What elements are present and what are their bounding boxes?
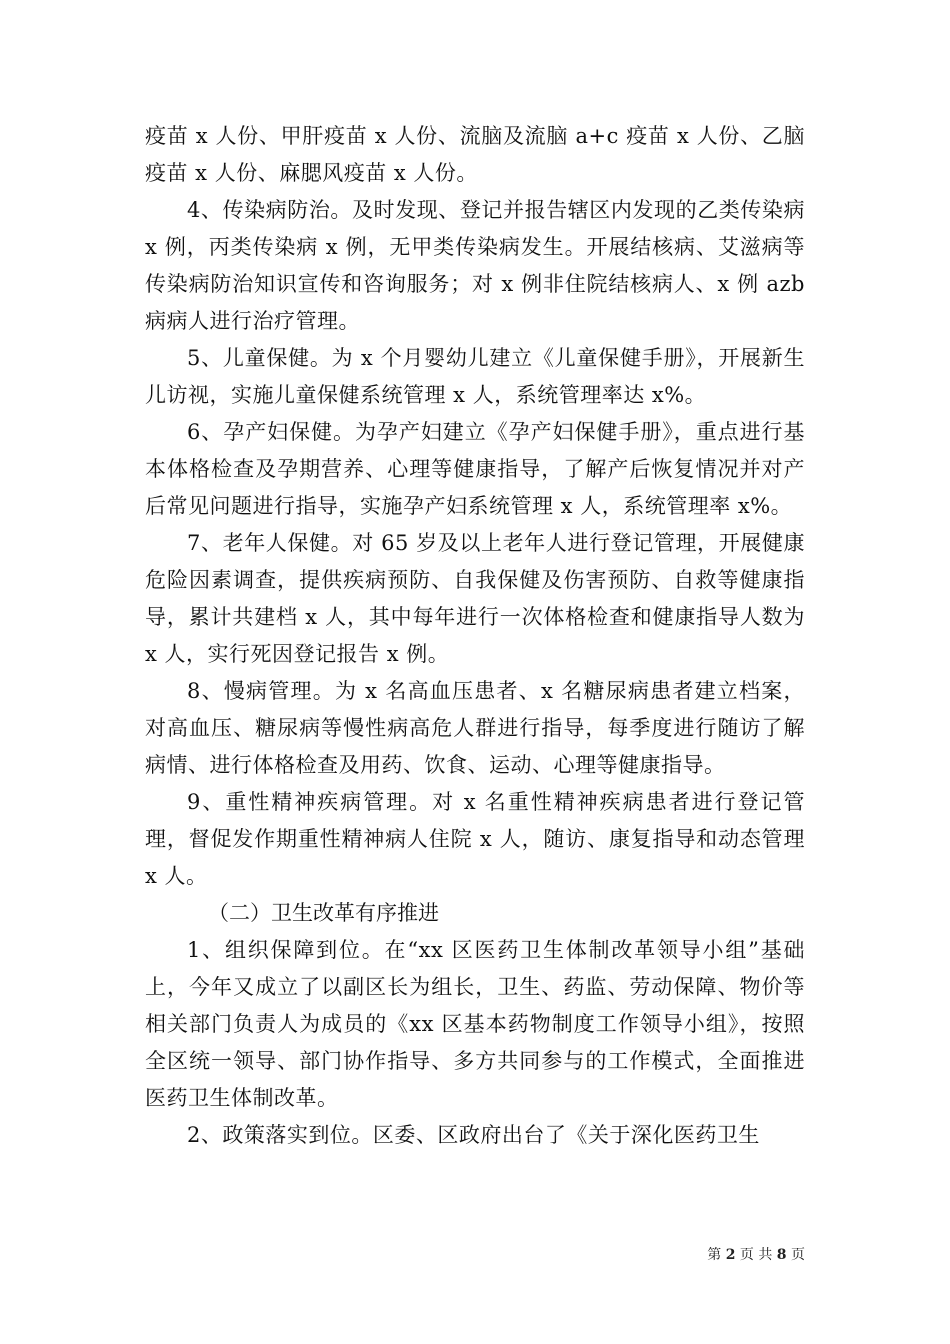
section-heading: （二）卫生改革有序推进: [208, 901, 439, 925]
footer-suffix: 页: [791, 1247, 805, 1263]
paragraph-vaccines: 疫苗 x 人份、甲肝疫苗 x 人份、流脑及流脑 a+c 疫苗 x 人份、乙脑疫苗 x 人份、麻腮风疫苗 x 人份。: [145, 124, 805, 185]
paragraph-elderly-health: 7、老年人保健。对 65 岁及以上老年人进行登记管理，开展健康危险因素调查，提供疾病预防、自我保健及伤害预防、自救等健康指导，累计共建档 x 人，其中每年进行一次体格检查和健康指导人数为 x 人，实行死因登记报告 x 例。: [145, 531, 805, 666]
document-body: [145, 118, 805, 1154]
paragraph-infectious-disease: 4、传染病防治。及时发现、登记并报告辖区内发现的乙类传染病 x 例，丙类传染病 x 例，无甲类传染病发生。开展结核病、艾滋病等传染病防治知识宣传和咨询服务；对 x 例非住院结核病人、x 例 azb 病病人进行治疗管理。: [145, 198, 805, 333]
page-number-footer: [707, 1244, 805, 1264]
footer-middle: 页 共: [739, 1247, 773, 1263]
paragraph-policy: 2、政策落实到位。区委、区政府出台了《关于深化医药卫生: [187, 1123, 760, 1147]
footer-prefix: 第: [707, 1247, 722, 1263]
total-page-number: 8: [776, 1247, 787, 1263]
paragraph-chronic-disease: 8、慢病管理。为 x 名高血压患者、x 名糖尿病患者建立档案，对高血压、糖尿病等慢性病高危人群进行指导，每季度进行随访了解病情、进行体格检查及用药、饮食、运动、心理等健康指导。: [145, 679, 805, 777]
paragraph-child-health: 5、儿童保健。为 x 个月婴幼儿建立《儿童保健手册》，开展新生儿访视，实施儿童保健系统管理 x 人，系统管理率达 x%。: [145, 346, 805, 407]
current-page-number: 2: [725, 1247, 736, 1263]
paragraph-maternal-health: 6、孕产妇保健。为孕产妇建立《孕产妇保健手册》，重点进行基本体格检查及孕期营养、心理等健康指导，了解产后恢复情况并对产后常见问题进行指导，实施孕产妇系统管理 x 人，系统管理率 x%。: [145, 420, 805, 518]
paragraph-mental-illness: 9、重性精神疾病管理。对 x 名重性精神疾病患者进行登记管理，督促发作期重性精神病人住院 x 人，随访、康复指导和动态管理 x 人。: [145, 790, 805, 888]
paragraph-organization: 1、组织保障到位。在“xx 区医药卫生体制改革领导小组”基础上，今年又成立了以副区长为组长，卫生、药监、劳动保障、物价等相关部门负责人为成员的《xx 区基本药物制度工作领导小组》，按照全区统一领导、部门协作指导、多方共同参与的工作模式，全面推进医药卫生体制改革。: [145, 938, 805, 1110]
